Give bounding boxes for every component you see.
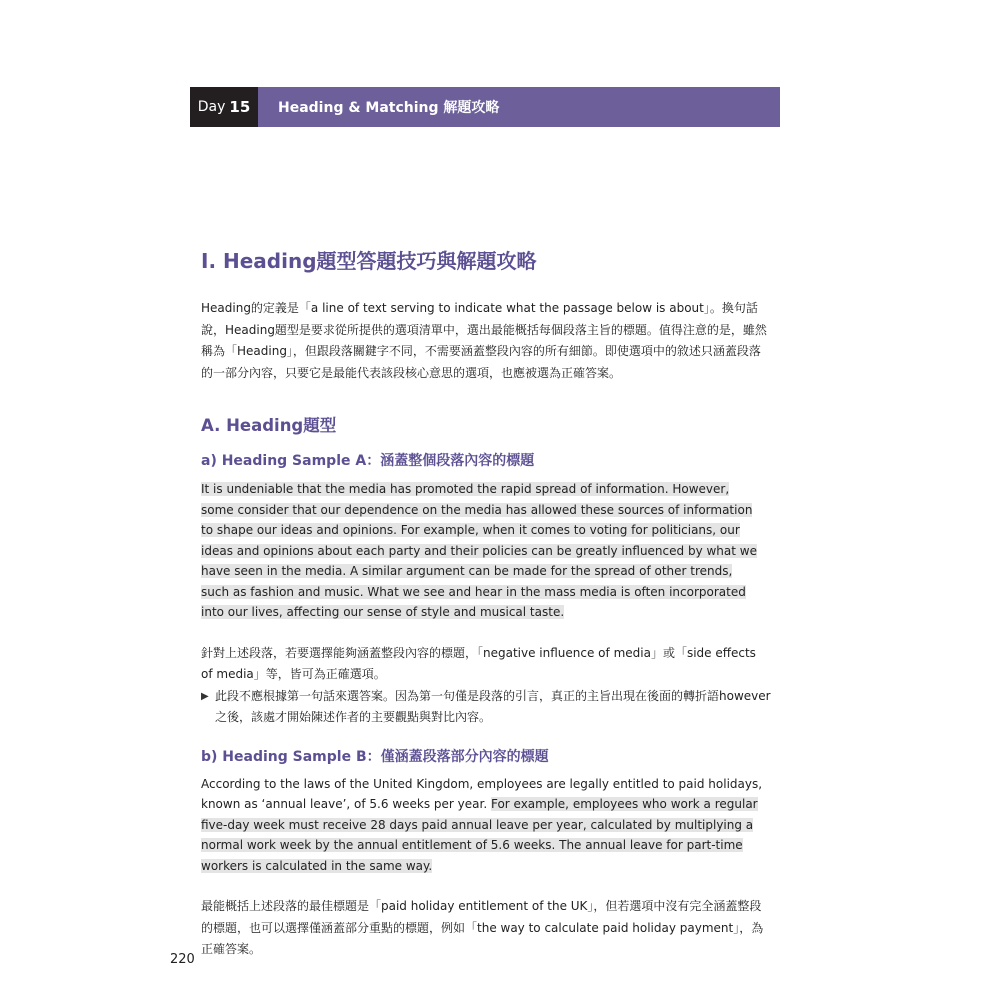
- sample-a-tip: [201, 686, 771, 728]
- day-number: 15: [229, 98, 251, 116]
- chapter-title: Heading & Matching 解題攻略: [258, 87, 780, 127]
- sample-a-title: a) Heading Sample A：涵蓋整個段落內容的標題: [201, 453, 535, 469]
- chapter-header-bar: [190, 87, 780, 127]
- subsection-title: A. Heading題型: [201, 416, 337, 435]
- section-title: I. Heading題型答題技巧與解題攻略: [201, 249, 537, 273]
- sample-b-passage-plain: According to the laws of the United Kingdom, employees are legally entitled to paid holidays, known as ‘annual leave’, of 5.6 weeks per year.: [201, 776, 763, 811]
- triangle-right-icon: ▶: [201, 690, 209, 702]
- sample-a-passage-text: It is undeniable that the media has promoted the rapid spread of information. However, some consider that our dependence on the media has allowed these sources of information to shape our ideas and opinions. For example, when it comes to voting for politicians, our ideas and opinions about each party and their policies can be greatly influenced by what we have seen in the media. A similar argument can be made for the spread of other trends, such as fashion and music. What we see and hear in the mass media is often incorporated into our lives, affecting our sense of style and musical taste.: [201, 482, 757, 619]
- sample-b-passage-highlight: For example, employees who work a regular five-day week must receive 28 days paid annual leave per year, calculated by multiplying a normal work week by the annual entitlement of 5.6 weeks. The annual leave for part-time workers is calculated in the same way.: [201, 797, 758, 873]
- intro-paragraph: Heading的定義是「a line of text serving to indicate what the passage below is about」。換句話說，Heading題型是要求從所提供的選項清單中，選出最能概括每個段落主旨的標題。值得注意的是，雖然稱為「Heading」，但跟段落關鍵字不同，不需要涵蓋整段內容的所有細節。即使選項中的敘述只涵蓋段落的一部分內容，只要它是最能代表該段核心意思的選項，也應被選為正確答案。: [201, 301, 767, 380]
- page-number: 220: [170, 952, 195, 967]
- day-word: Day: [197, 99, 226, 115]
- page-content: [201, 246, 771, 973]
- sample-a-passage: [201, 479, 763, 623]
- sample-a-note: 針對上述段落，若要選擇能夠涵蓋整段內容的標題，「negative influence of media」或「side effects of media」等，皆可為正確選項。: [201, 645, 756, 681]
- sample-b-passage: [201, 774, 771, 877]
- sample-a-tip-text: 此段不應根據第一句話來選答案。因為第一句僅是段落的引言，真正的主旨出現在後面的轉折語however之後，該處才開始陳述作者的主要觀點與對比內容。: [215, 688, 771, 724]
- sample-b-note: 最能概括上述段落的最佳標題是「paid holiday entitlement of the UK」，但若選項中沒有完全涵蓋整段的標題，也可以選擇僅涵蓋部分重點的標題，例如「the way to calculate paid holiday payment」，為正確答案。: [201, 899, 764, 956]
- day-label-box: [190, 87, 258, 127]
- sample-b-title: b) Heading Sample B：僅涵蓋段落部分內容的標題: [201, 748, 549, 765]
